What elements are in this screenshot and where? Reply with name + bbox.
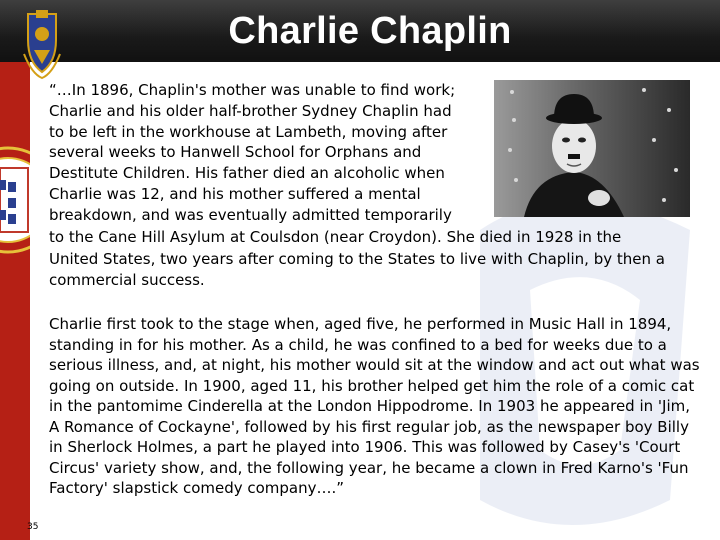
flag-strip bbox=[0, 0, 30, 540]
page-number: 35 bbox=[27, 522, 39, 532]
paragraph-line: breakdown, and was eventually admitted temporarily bbox=[49, 206, 452, 224]
portrait-photo bbox=[494, 80, 690, 217]
paragraph-line: several weeks to Hanwell School for Orphans and bbox=[49, 143, 422, 161]
paragraph-line: “…In 1896, Chaplin's mother was unable to find work; bbox=[49, 81, 456, 99]
paragraph-line: to the Cane Hill Asylum at Coulsdon (near Croydon). She died in 1928 in the bbox=[49, 228, 622, 246]
armillary-sphere-icon bbox=[0, 0, 30, 540]
paragraph-line: Destitute Children. His father died an alcoholic when bbox=[49, 164, 445, 182]
paragraph-2: Charlie first took to the stage when, aged five, he performed in Music Hall in 1894, standing in for his mother. As a child, he was confined to a bed for weeks due to a serious illness, and, at night, his mother would sit at the window and act out what was going on outside. In 1900, aged 11, his brother helped get him the role of a comic cat in the pantomime Cinderella at the London Hippodrome. In 1903 he appeared in 'Jim, A Romance of Cockayne', followed by his first regular job, as the newspaper boy Billy in Sherlock Holmes, a part he played into 1906. This was followed by Casey's 'Court Circus' variety show, and, the following year, he became a clown in Fred Karno's 'Fun Factory' slapstick comedy company….” bbox=[49, 315, 700, 497]
paragraph-line: Charlie and his older half-brother Sydney Chaplin had bbox=[49, 102, 452, 120]
paragraph-line: to be left in the workhouse at Lambeth, moving after bbox=[49, 123, 448, 141]
emblem-icon bbox=[22, 10, 62, 80]
paragraph-line: United States, two years after coming to the States to live with Chaplin, by then a bbox=[49, 250, 665, 268]
paragraph-line: Charlie was 12, and his mother suffered a mental bbox=[49, 185, 421, 203]
paragraph-line: commercial success. bbox=[49, 271, 205, 289]
slide-title: Charlie Chaplin bbox=[228, 10, 512, 52]
